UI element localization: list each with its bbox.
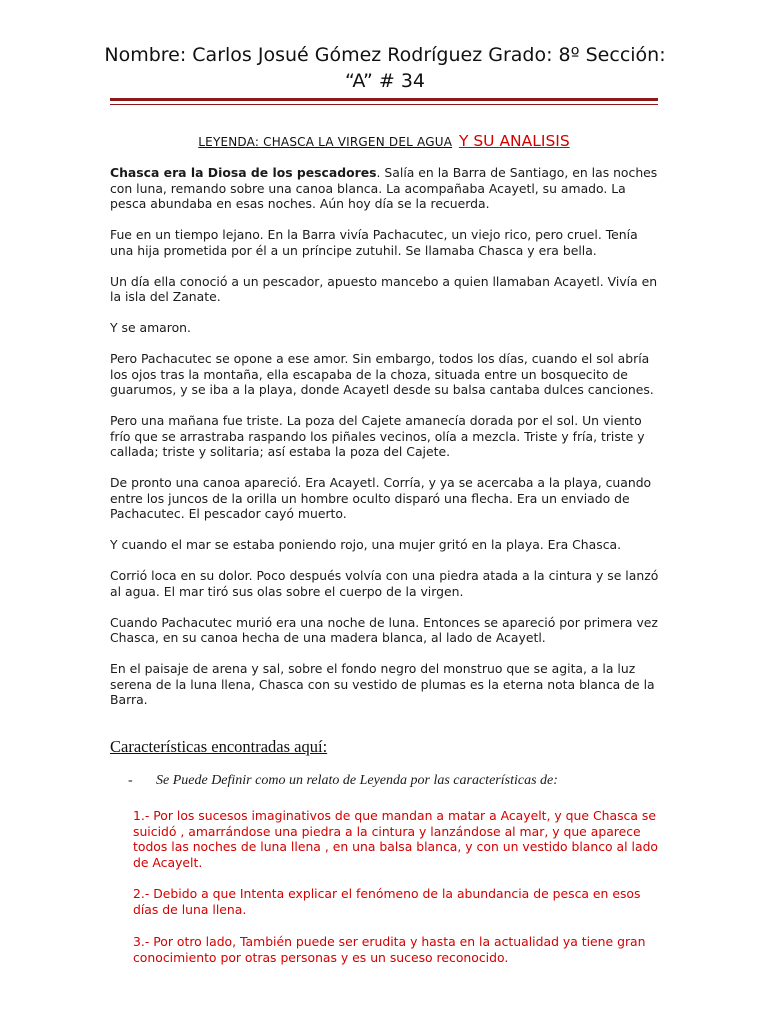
paragraph-6: Pero una mañana fue triste. La poza del Cajete amanecía dorada por el sol. Un viento frío que se arrastraba raspando los piñales vecinos, olía a mezcla. Triste y fría, triste y callada; triste y solitaria; así estaba la poza del Cajete.: [110, 413, 645, 459]
characteristic-1: 1.- Por los sucesos imaginativos de que mandan a matar a Acayelt, y que Chasca se suicidó , amarrándose una piedra a la cintura y lanzándose al mar, y que aparece todos las noches de luna llena , en una balsa blanca, y con un vestido blanco al lado de Acayelt.: [133, 808, 659, 870]
title-analysis: Y SU ANALISIS: [458, 132, 570, 150]
student-header: [100, 42, 670, 94]
paragraph-1: [110, 165, 660, 212]
paragraph-1-bold: Chasca era la Diosa de los pescadores: [110, 165, 377, 180]
header-rule-thin: [110, 104, 658, 105]
characteristic-3: 3.- Por otro lado, También puede ser erudita y hasta en la actualidad ya tiene gran conocimiento por otras personas y es un suceso reconocido.: [133, 934, 646, 965]
paragraph-9: Corrió loca en su dolor. Poco después volvía con una piedra atada a la cintura y se lanzó al agua. El mar tiró sus olas sobre el cuerpo de la virgen.: [110, 568, 659, 599]
legend-body: [110, 165, 660, 723]
paragraph-1-rest: . Salía en la Barra de Santiago, en las noches con luna, remando sobre una canoa blanca. La acompañaba Acayetl, su amado. La pesca abundaba en esas noches. Aún hoy día se la recuerda.: [110, 165, 658, 211]
bullet-dash: -: [128, 773, 133, 788]
bullet-text: Se Puede Definir como un relato de Leyenda por las características de:: [156, 773, 558, 788]
characteristic-2: 2.- Debido a que Intenta explicar el fenómeno de la abundancia de pesca en esos días de luna llena.: [133, 886, 641, 917]
title-legend: LEYENDA: CHASCA LA VIRGEN DEL AGUA: [198, 135, 453, 149]
paragraph-7: De pronto una canoa apareció. Era Acayetl. Corría, y ya se acercaba a la playa, cuando entre los juncos de la orilla un hombre oculto disparó una flecha. Era un enviado de Pachacutec. El pescador cayó muerto.: [110, 475, 652, 521]
paragraph-3: Un día ella conoció a un pescador, apuesto mancebo a quien llamaban Acayetl. Vivía en la isla del Zanate.: [110, 273, 658, 304]
paragraph-5: Pero Pachacutec se opone a ese amor. Sin embargo, todos los días, cuando el sol abría los ojos tras la montaña, ella escapaba de la choza, situada entre un bosquecito de guarumos, y se iba a la playa, donde Acayetl desde su balsa cantaba dulces canciones.: [110, 351, 654, 397]
document-title: [110, 132, 658, 151]
definition-bullet: [128, 773, 668, 789]
paragraph-2: Fue en un tiempo lejano. En la Barra vivía Pachacutec, un viejo rico, pero cruel. Tenía una hija prometida por él a un príncipe zutuhil. Se llamaba Chasca y era bella.: [110, 227, 638, 258]
paragraph-10: Cuando Pachacutec murió era una noche de luna. Entonces se apareció por primera vez Chasca, en su canoa hecha de una madera blanca, al lado de Acayetl.: [110, 614, 658, 645]
characteristics-heading: Características encontradas aquí:: [110, 737, 328, 756]
header-rule-thick: [110, 98, 658, 101]
paragraph-11: En el paisaje de arena y sal, sobre el fondo negro del monstruo que se agita, a la luz serena de la luna llena, Chasca con su vestido de plumas es la eterna nota blanca de la Barra.: [110, 661, 655, 707]
paragraph-8: Y cuando el mar se estaba poniendo rojo, una mujer gritó en la playa. Era Chasca.: [110, 537, 622, 552]
header-line-1: Nombre: Carlos Josué Gómez Rodríguez Grado: 8º Sección:: [104, 44, 666, 66]
paragraph-4: Y se amaron.: [110, 320, 191, 335]
header-line-2: “A” # 34: [344, 70, 426, 92]
